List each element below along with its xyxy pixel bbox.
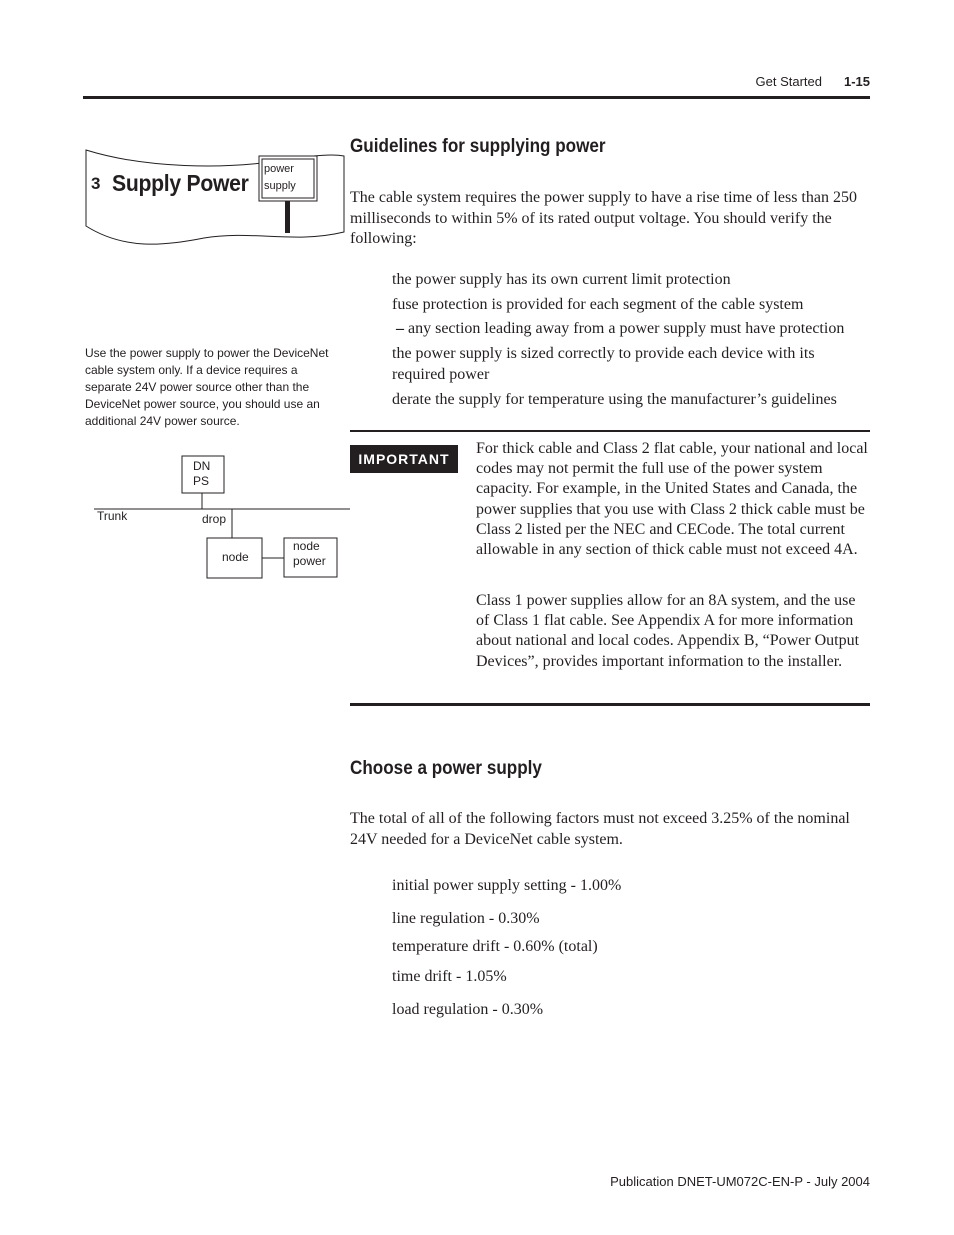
header-rule	[83, 96, 870, 99]
important-badge: IMPORTANT	[350, 445, 458, 473]
power-diagram	[84, 448, 350, 588]
section-title: Supply Power	[112, 170, 249, 196]
list-item: the power supply has its own current limit protection	[392, 271, 731, 288]
node-label: node	[222, 550, 249, 564]
important-paragraph: For thick cable and Class 2 flat cable, your national and local codes may not permit the full use of the power system capacity. For example, in the United States and Canada, the power supplies that you use with Class 2 thick cable must be Class 2 listed per the NEC and CECode. The total current allowable in any section of thick cable must not exceed 4A.	[476, 440, 868, 559]
list-item: fuse protection is provided for each segment of the cable system	[392, 296, 804, 313]
list-item: time drift - 1.05%	[392, 968, 507, 985]
important-rule-bottom	[350, 703, 870, 706]
trunk-label: Trunk	[97, 509, 128, 523]
side-note: Use the power supply to power the DeviceNet cable system only. If a device requires a separate 24V power source other than the DeviceNet power source, you should use an additional 24V power source.	[85, 346, 329, 428]
node-power-label: node power	[293, 539, 326, 568]
list-item: derate the supply for temperature using the manufacturer’s guidelines	[392, 391, 837, 408]
list-item: load regulation - 0.30%	[392, 1001, 544, 1018]
list-item: temperature drift - 0.60% (total)	[392, 938, 598, 955]
choose-heading: Choose a power supply	[350, 758, 542, 779]
important-paragraph: Class 1 power supplies allow for an 8A system, and the use of Class 1 flat cable. See Appendix A for more information about national and local codes. Appendix B, “Power Output Devices”, provides important information to the installer.	[476, 592, 860, 670]
publication-footer: Publication DNET-UM072C-EN-P - July 2004	[610, 1174, 870, 1189]
running-header-section: Get Started	[755, 74, 822, 89]
choose-intro: The total of all of the following factors must not exceed 3.25% of the nominal 24V needed for a DeviceNet cable system.	[350, 810, 850, 848]
list-item: line regulation - 0.30%	[392, 910, 540, 927]
list-sub-item: – any section leading away from a power supply must have protection	[396, 320, 845, 337]
dash-bullet: –	[396, 320, 404, 337]
step-number: 3	[91, 174, 101, 193]
page-number: 1-15	[843, 74, 870, 89]
dn-ps-label: DN PS	[193, 459, 211, 488]
important-rule-top	[350, 430, 870, 432]
list-item: initial power supply setting - 1.00%	[392, 877, 622, 894]
guidelines-heading: Guidelines for supplying power	[350, 136, 606, 157]
guidelines-intro: The cable system requires the power supply to have a rise time of less than 250 milliseconds to within 5% of its rated output voltage. You should verify the following:	[350, 189, 857, 247]
drop-label: drop	[202, 512, 227, 526]
list-item: the power supply is sized correctly to provide each device with its required power	[392, 345, 815, 383]
banner-power-supply-label: power supply	[264, 163, 296, 192]
